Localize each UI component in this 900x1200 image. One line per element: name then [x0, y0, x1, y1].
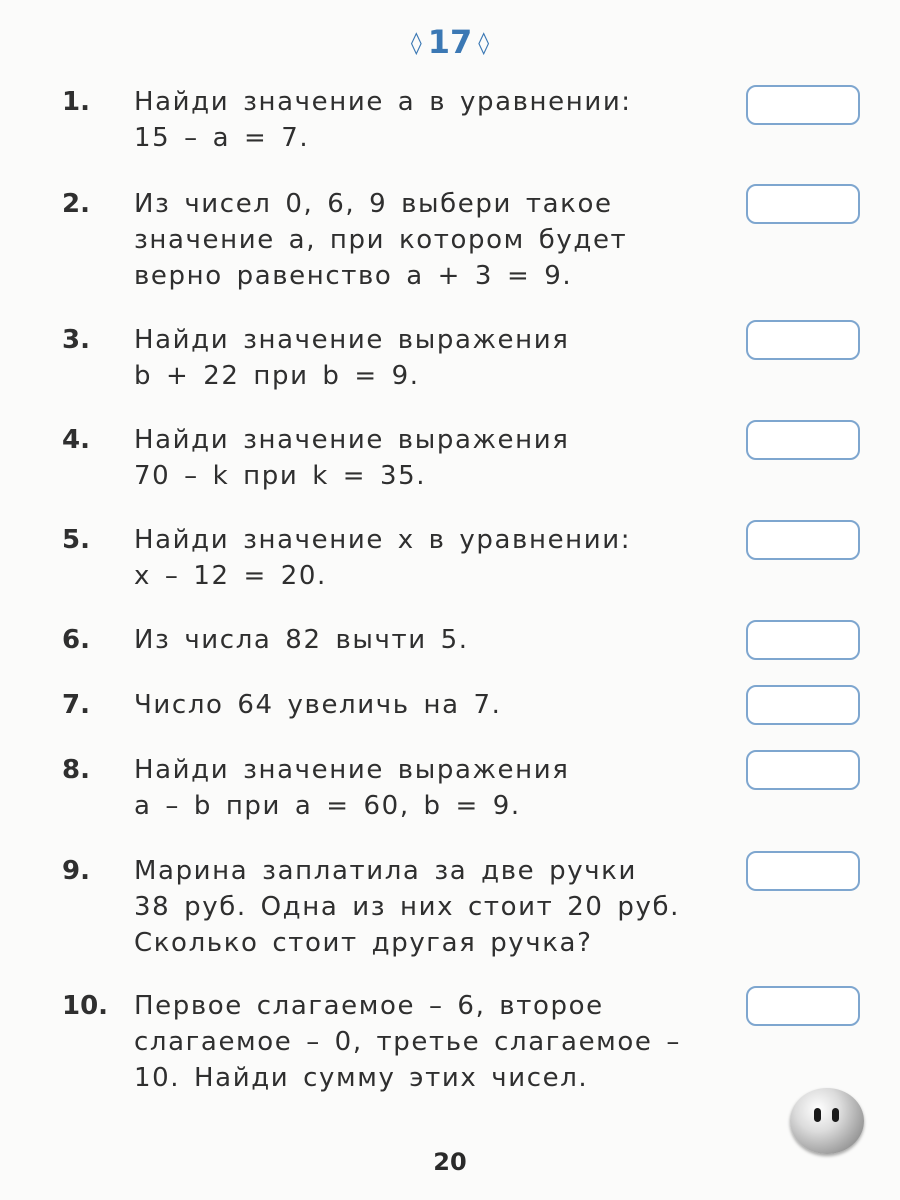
task-line: b + 22 при b = 9.	[134, 361, 420, 391]
task-text	[134, 988, 722, 1096]
task-text	[134, 322, 722, 394]
task-number: 6.	[62, 625, 90, 655]
task-number: 2.	[62, 189, 90, 219]
task-9	[62, 853, 722, 961]
task-text	[134, 752, 722, 824]
answer-box-4[interactable]	[746, 420, 860, 460]
task-1	[62, 84, 722, 156]
task-2	[62, 186, 722, 294]
task-line: Найди значение выражения	[134, 325, 570, 355]
task-7	[62, 687, 722, 723]
diamond-icon: ◊	[478, 31, 490, 56]
answer-box-10[interactable]	[746, 986, 860, 1026]
task-number: 10.	[62, 991, 109, 1021]
task-number: 4.	[62, 425, 90, 455]
task-line: 70 – k при k = 35.	[134, 461, 427, 491]
task-3	[62, 322, 722, 394]
task-text	[134, 622, 722, 658]
task-text	[134, 186, 722, 294]
task-text	[134, 522, 722, 594]
task-line: значение a, при котором будет	[134, 225, 628, 255]
task-line: Число 64 увеличь на 7.	[134, 690, 502, 720]
task-line: a – b при a = 60, b = 9.	[134, 791, 521, 821]
task-number: 9.	[62, 856, 90, 886]
task-line: Найди значение x в уравнении:	[134, 525, 632, 555]
answer-box-5[interactable]	[746, 520, 860, 560]
task-number: 8.	[62, 755, 90, 785]
answer-box-1[interactable]	[746, 85, 860, 125]
task-line: слагаемое – 0, третье слагаемое –	[134, 1027, 681, 1057]
task-number: 5.	[62, 525, 90, 555]
task-8	[62, 752, 722, 824]
task-line: Марина заплатила за две ручки	[134, 856, 637, 886]
task-5	[62, 522, 722, 594]
task-text	[134, 687, 722, 723]
page-number: 20	[433, 1148, 467, 1176]
task-line: Найди значение выражения	[134, 755, 570, 785]
page-header	[0, 22, 900, 64]
diamond-icon: ◊	[410, 31, 422, 56]
task-text	[134, 84, 722, 156]
task-10	[62, 988, 722, 1096]
worksheet-number: 17	[427, 23, 473, 61]
task-line: 10. Найди сумму этих чисел.	[134, 1063, 589, 1093]
smiley-eye	[814, 1108, 821, 1122]
answer-box-6[interactable]	[746, 620, 860, 660]
answer-box-2[interactable]	[746, 184, 860, 224]
task-line: Сколько стоит другая ручка?	[134, 928, 593, 958]
task-number: 1.	[62, 87, 90, 117]
answer-box-9[interactable]	[746, 851, 860, 891]
task-text	[134, 422, 722, 494]
task-line: Первое слагаемое – 6, второе	[134, 991, 604, 1021]
smiley-face-icon	[790, 1088, 864, 1154]
smiley-eye	[832, 1108, 839, 1122]
answer-box-7[interactable]	[746, 685, 860, 725]
answer-box-8[interactable]	[746, 750, 860, 790]
task-line: Найди значение a в уравнении:	[134, 87, 632, 117]
task-line: Из числа 82 вычти 5.	[134, 625, 469, 655]
task-line: верно равенство a + 3 = 9.	[134, 261, 573, 291]
task-line: Найди значение выражения	[134, 425, 570, 455]
task-4	[62, 422, 722, 494]
task-line: x – 12 = 20.	[134, 561, 327, 591]
task-6	[62, 622, 722, 658]
task-text	[134, 853, 722, 961]
task-number: 7.	[62, 690, 90, 720]
task-number: 3.	[62, 325, 90, 355]
task-line: Из чисел 0, 6, 9 выбери такое	[134, 189, 613, 219]
answer-box-3[interactable]	[746, 320, 860, 360]
task-line: 15 – a = 7.	[134, 123, 310, 153]
task-line: 38 руб. Одна из них стоит 20 руб.	[134, 892, 680, 922]
